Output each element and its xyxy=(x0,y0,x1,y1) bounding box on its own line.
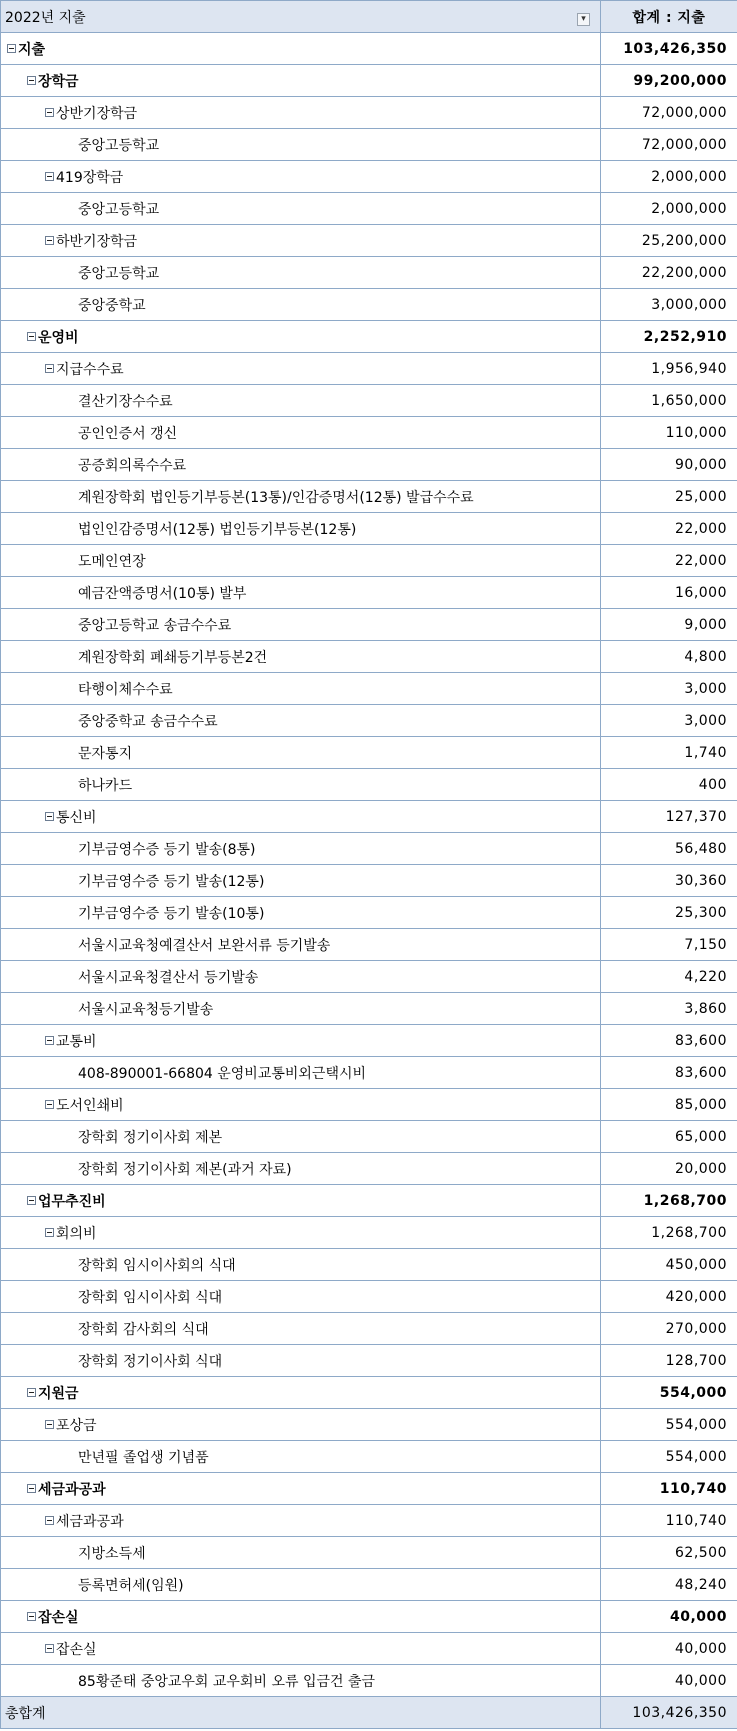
row-value: 40,000 xyxy=(601,1665,737,1697)
row-label-cell[interactable] xyxy=(1,513,601,545)
row-label-cell[interactable] xyxy=(1,1537,601,1569)
row-label-cell[interactable] xyxy=(1,353,601,385)
pivot-row xyxy=(1,673,737,705)
row-value: 2,000,000 xyxy=(601,161,737,193)
row-label: 예금잔액증명서(10통) 발부 xyxy=(78,585,247,602)
pivot-row xyxy=(1,1601,737,1633)
row-value: 554,000 xyxy=(601,1409,737,1441)
row-label: 문자통지 xyxy=(78,745,133,762)
pivot-row xyxy=(1,161,737,193)
row-label-cell[interactable] xyxy=(1,129,601,161)
row-label: 장학회 임시이사회의 식대 xyxy=(78,1257,236,1274)
pivot-row xyxy=(1,1057,737,1089)
row-value: 20,000 xyxy=(601,1153,737,1185)
row-label-cell[interactable] xyxy=(1,641,601,673)
row-label: 장학회 정기이사회 제본(과거 자료) xyxy=(78,1161,292,1178)
row-label-cell[interactable] xyxy=(1,1473,601,1505)
row-label: 업무추진비 xyxy=(38,1193,106,1210)
row-value: 270,000 xyxy=(601,1313,737,1345)
row-label: 장학회 감사회의 식대 xyxy=(78,1321,209,1338)
row-label: 기부금영수증 등기 발송(8통) xyxy=(78,841,256,858)
collapse-icon[interactable] xyxy=(27,76,36,85)
header-row xyxy=(1,1,737,33)
row-value: 99,200,000 xyxy=(601,65,737,97)
row-label: 도메인연장 xyxy=(78,553,146,570)
pivot-row xyxy=(1,257,737,289)
row-label: 만년필 졸업생 기념품 xyxy=(78,1449,209,1466)
row-label: 하나카드 xyxy=(78,777,133,794)
row-label-cell[interactable] xyxy=(1,1121,601,1153)
collapse-icon[interactable] xyxy=(27,1388,36,1397)
collapse-icon[interactable] xyxy=(27,332,36,341)
row-label: 상반기장학금 xyxy=(56,105,138,122)
pivot-row xyxy=(1,1185,737,1217)
row-label: 중앙고등학교 송금수수료 xyxy=(78,617,232,634)
row-label-cell[interactable] xyxy=(1,1505,601,1537)
pivot-row xyxy=(1,993,737,1025)
row-label: 등록면허세(임원) xyxy=(78,1577,184,1594)
row-label-cell[interactable] xyxy=(1,1025,601,1057)
pivot-row xyxy=(1,705,737,737)
row-label-cell[interactable] xyxy=(1,545,601,577)
row-label-cell[interactable] xyxy=(1,33,601,65)
row-label-cell[interactable] xyxy=(1,1665,601,1697)
row-label: 기부금영수증 등기 발송(10통) xyxy=(78,905,265,922)
row-label: 하반기장학금 xyxy=(56,233,138,250)
collapse-icon[interactable] xyxy=(45,1644,54,1653)
row-value: 22,200,000 xyxy=(601,257,737,289)
row-label: 419장학금 xyxy=(56,169,124,186)
row-value: 1,956,940 xyxy=(601,353,737,385)
pivot-row xyxy=(1,641,737,673)
collapse-icon[interactable] xyxy=(45,812,54,821)
row-label: 서울시교육청결산서 등기발송 xyxy=(78,969,259,986)
collapse-icon[interactable] xyxy=(7,44,16,53)
row-value: 554,000 xyxy=(601,1377,737,1409)
pivot-row xyxy=(1,897,737,929)
collapse-icon[interactable] xyxy=(45,108,54,117)
row-value: 4,800 xyxy=(601,641,737,673)
row-label-cell[interactable] xyxy=(1,577,601,609)
row-label-cell[interactable] xyxy=(1,1409,601,1441)
pivot-row xyxy=(1,833,737,865)
pivot-row xyxy=(1,1473,737,1505)
row-label-cell[interactable] xyxy=(1,1089,601,1121)
row-label-cell[interactable] xyxy=(1,705,601,737)
row-label: 계원장학회 법인등기부등본(13통)/인감증명서(12통) 발급수수료 xyxy=(78,489,474,506)
pivot-row xyxy=(1,417,737,449)
row-label: 세금과공과 xyxy=(38,1481,106,1498)
row-value: 7,150 xyxy=(601,929,737,961)
pivot-row xyxy=(1,801,737,833)
collapse-icon[interactable] xyxy=(45,1420,54,1429)
row-label: 중앙고등학교 xyxy=(78,265,160,282)
row-label-cell[interactable] xyxy=(1,1441,601,1473)
row-label-cell[interactable] xyxy=(1,897,601,929)
collapse-icon[interactable] xyxy=(27,1196,36,1205)
pivot-row xyxy=(1,1505,737,1537)
row-value: 85,000 xyxy=(601,1089,737,1121)
row-label-cell[interactable] xyxy=(1,1313,601,1345)
pivot-row xyxy=(1,1441,737,1473)
row-label-cell[interactable] xyxy=(1,1569,601,1601)
row-value: 420,000 xyxy=(601,1281,737,1313)
pivot-row xyxy=(1,1089,737,1121)
row-label: 법인인감증명서(12통) 법인등기부등본(12통) xyxy=(78,521,357,538)
row-label-cell[interactable] xyxy=(1,449,601,481)
row-value: 40,000 xyxy=(601,1601,737,1633)
row-value: 40,000 xyxy=(601,1633,737,1665)
pivot-row xyxy=(1,1633,737,1665)
row-label-cell[interactable] xyxy=(1,289,601,321)
row-label: 공인인증서 갱신 xyxy=(78,425,178,442)
row-label-cell[interactable] xyxy=(1,97,601,129)
row-label-cell[interactable] xyxy=(1,1633,601,1665)
pivot-row xyxy=(1,97,737,129)
row-label-cell[interactable] xyxy=(1,225,601,257)
collapse-icon[interactable] xyxy=(45,364,54,373)
collapse-icon[interactable] xyxy=(27,1612,36,1621)
row-label: 장학회 정기이사회 식대 xyxy=(78,1353,223,1370)
pivot-body xyxy=(1,1,737,1729)
pivot-row xyxy=(1,737,737,769)
row-value: 25,000 xyxy=(601,481,737,513)
row-label-cell[interactable] xyxy=(1,673,601,705)
pivot-row xyxy=(1,1665,737,1697)
row-value: 16,000 xyxy=(601,577,737,609)
row-label-cell[interactable] xyxy=(1,257,601,289)
row-value: 3,000 xyxy=(601,705,737,737)
row-value: 110,740 xyxy=(601,1505,737,1537)
row-value: 3,000 xyxy=(601,673,737,705)
row-label: 408-890001-66804 운영비교통비외근택시비 xyxy=(78,1065,367,1082)
row-value: 90,000 xyxy=(601,449,737,481)
grand-total-label: 총합계 xyxy=(1,1697,601,1729)
row-label-cell[interactable] xyxy=(1,1217,601,1249)
pivot-row xyxy=(1,225,737,257)
row-value: 22,000 xyxy=(601,513,737,545)
collapse-icon[interactable] xyxy=(27,1484,36,1493)
row-value: 56,480 xyxy=(601,833,737,865)
row-value: 9,000 xyxy=(601,609,737,641)
pivot-row xyxy=(1,1345,737,1377)
collapse-icon[interactable] xyxy=(45,172,54,181)
row-label: 지원금 xyxy=(38,1385,79,1402)
row-label-cell[interactable] xyxy=(1,961,601,993)
row-value: 103,426,350 xyxy=(601,33,737,65)
row-value: 1,650,000 xyxy=(601,385,737,417)
row-label-cell[interactable] xyxy=(1,769,601,801)
row-label: 통신비 xyxy=(56,809,97,826)
row-label: 장학회 임시이사회 식대 xyxy=(78,1289,223,1306)
row-value: 62,500 xyxy=(601,1537,737,1569)
row-label-cell[interactable] xyxy=(1,833,601,865)
pivot-row xyxy=(1,1025,737,1057)
row-value: 110,000 xyxy=(601,417,737,449)
row-value: 65,000 xyxy=(601,1121,737,1153)
pivot-row xyxy=(1,1217,737,1249)
row-label-cell[interactable] xyxy=(1,1153,601,1185)
row-label-cell[interactable] xyxy=(1,993,601,1025)
row-label-cell[interactable] xyxy=(1,801,601,833)
row-value: 400 xyxy=(601,769,737,801)
row-label-header-text: 2022년 지출 xyxy=(5,9,86,26)
row-label-cell[interactable] xyxy=(1,321,601,353)
row-label: 85황준태 중앙교우회 교우회비 오류 입금건 출금 xyxy=(78,1673,376,1690)
row-label-cell[interactable] xyxy=(1,865,601,897)
row-label: 중앙중학교 xyxy=(78,297,146,314)
row-value: 1,740 xyxy=(601,737,737,769)
row-value: 30,360 xyxy=(601,865,737,897)
row-value: 450,000 xyxy=(601,1249,737,1281)
row-label: 장학회 정기이사회 제본 xyxy=(78,1129,223,1146)
row-label-cell[interactable] xyxy=(1,1057,601,1089)
row-value: 110,740 xyxy=(601,1473,737,1505)
row-label-cell[interactable] xyxy=(1,609,601,641)
row-label-cell[interactable] xyxy=(1,161,601,193)
pivot-row xyxy=(1,1153,737,1185)
pivot-row xyxy=(1,577,737,609)
row-label: 지출 xyxy=(18,41,46,58)
row-value: 72,000,000 xyxy=(601,97,737,129)
row-value: 83,600 xyxy=(601,1057,737,1089)
grand-total-row xyxy=(1,1697,737,1729)
row-label: 공증회의록수수료 xyxy=(78,457,187,474)
row-value: 2,252,910 xyxy=(601,321,737,353)
row-label: 교통비 xyxy=(56,1033,97,1050)
row-value: 48,240 xyxy=(601,1569,737,1601)
value-header: 합계 : 지출 xyxy=(601,1,737,33)
collapse-icon[interactable] xyxy=(45,1036,54,1045)
row-label-header[interactable] xyxy=(1,1,601,33)
pivot-row xyxy=(1,769,737,801)
pivot-row xyxy=(1,353,737,385)
pivot-row xyxy=(1,1569,737,1601)
row-value: 25,200,000 xyxy=(601,225,737,257)
pivot-row xyxy=(1,609,737,641)
pivot-row xyxy=(1,961,737,993)
row-label-cell[interactable] xyxy=(1,1345,601,1377)
row-label: 도서인쇄비 xyxy=(56,1097,124,1114)
row-value: 4,220 xyxy=(601,961,737,993)
row-value: 83,600 xyxy=(601,1025,737,1057)
row-label-cell[interactable] xyxy=(1,417,601,449)
pivot-row xyxy=(1,513,737,545)
row-value: 22,000 xyxy=(601,545,737,577)
row-label-cell[interactable] xyxy=(1,1249,601,1281)
row-value: 127,370 xyxy=(601,801,737,833)
pivot-row xyxy=(1,321,737,353)
pivot-row xyxy=(1,545,737,577)
row-value: 554,000 xyxy=(601,1441,737,1473)
pivot-row xyxy=(1,1409,737,1441)
row-label: 서울시교육청예결산서 보완서류 등기발송 xyxy=(78,937,331,954)
row-label: 중앙중학교 송금수수료 xyxy=(78,713,218,730)
collapse-icon[interactable] xyxy=(45,1516,54,1525)
pivot-row xyxy=(1,129,737,161)
pivot-row xyxy=(1,289,737,321)
pivot-row xyxy=(1,481,737,513)
row-label: 운영비 xyxy=(38,329,79,346)
pivot-row xyxy=(1,1249,737,1281)
pivot-row xyxy=(1,1281,737,1313)
collapse-icon[interactable] xyxy=(45,1228,54,1237)
row-label: 장학금 xyxy=(38,73,79,90)
pivot-row xyxy=(1,65,737,97)
row-label: 지방소득세 xyxy=(78,1545,146,1562)
row-label-cell[interactable] xyxy=(1,929,601,961)
row-label-cell[interactable] xyxy=(1,1281,601,1313)
row-label-cell[interactable] xyxy=(1,385,601,417)
row-label: 서울시교육청등기발송 xyxy=(78,1001,214,1018)
pivot-row xyxy=(1,33,737,65)
pivot-row xyxy=(1,929,737,961)
row-label: 계원장학회 폐쇄등기부등본2건 xyxy=(78,649,268,666)
pivot-row xyxy=(1,1537,737,1569)
row-value: 1,268,700 xyxy=(601,1185,737,1217)
row-label-cell[interactable] xyxy=(1,737,601,769)
row-label: 잡손실 xyxy=(38,1609,79,1626)
pivot-row xyxy=(1,1377,737,1409)
row-label: 기부금영수증 등기 발송(12통) xyxy=(78,873,265,890)
row-label: 중앙고등학교 xyxy=(78,201,160,218)
row-label: 결산기장수수료 xyxy=(78,393,173,410)
row-value: 72,000,000 xyxy=(601,129,737,161)
pivot-row xyxy=(1,865,737,897)
row-value: 128,700 xyxy=(601,1345,737,1377)
row-label: 회의비 xyxy=(56,1225,97,1242)
pivot-row xyxy=(1,449,737,481)
row-label-cell[interactable] xyxy=(1,481,601,513)
pivot-row xyxy=(1,385,737,417)
pivot-row xyxy=(1,193,737,225)
pivot-row xyxy=(1,1121,737,1153)
row-label: 지급수수료 xyxy=(56,361,124,378)
collapse-icon[interactable] xyxy=(45,1100,54,1109)
row-value: 1,268,700 xyxy=(601,1217,737,1249)
row-label: 타행이체수수료 xyxy=(78,681,173,698)
row-label: 잡손실 xyxy=(56,1641,97,1658)
row-label-cell[interactable] xyxy=(1,1185,601,1217)
row-value: 25,300 xyxy=(601,897,737,929)
row-label-cell[interactable] xyxy=(1,193,601,225)
row-label-cell[interactable] xyxy=(1,65,601,97)
row-value: 3,000,000 xyxy=(601,289,737,321)
row-label: 세금과공과 xyxy=(56,1513,124,1530)
row-label: 포상금 xyxy=(56,1417,97,1434)
row-value: 3,860 xyxy=(601,993,737,1025)
row-label-cell[interactable] xyxy=(1,1377,601,1409)
pivot-row xyxy=(1,1313,737,1345)
row-label: 중앙고등학교 xyxy=(78,137,160,154)
row-value: 2,000,000 xyxy=(601,193,737,225)
grand-total-value: 103,426,350 xyxy=(601,1697,737,1729)
filter-icon[interactable]: ▾ xyxy=(577,13,590,26)
collapse-icon[interactable] xyxy=(45,236,54,245)
row-label-cell[interactable] xyxy=(1,1601,601,1633)
